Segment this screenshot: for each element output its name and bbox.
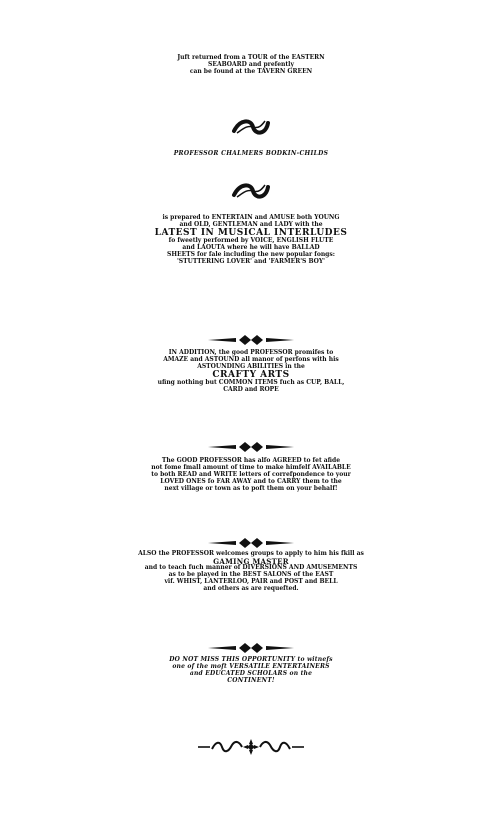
gaming-line-6: and others as are requefted. [203,584,299,592]
intro-line-3: can be found at the TAVERN GREEN [189,67,313,75]
music-line-6: SHEETS for fale including the new popular fongs: [167,251,335,258]
diamond-rule-icon [0,439,502,459]
closing-line-4: CONTINENT! [227,676,275,684]
closing-line-1: DO NOT MISS THIS OPPORTUNITY to witnefs [169,656,333,663]
crafty-line-1: IN ADDITION, the good PROFESSOR promifes to [168,349,334,356]
crafty-line-2: AMAZE and ASTOUND all manor of perfons with his [163,355,339,363]
floral-tailpiece-icon [0,737,502,761]
closing-line-2: one of the moft VERSATILE ENTERTAINERS [172,662,330,670]
crafty-line-5: ufing nothing but COMMON ITEMS fuch as CUP, BALL, [157,379,345,387]
letters-line-2: not fome fmall amount of time to make himfelf AVAILABLE [151,463,351,471]
music-line-4: fo fweetly performed by VOICE, ENGLISH FLUTE [168,237,334,245]
crafty-line-3: ASTOUNDING ABILITIES in the [197,362,305,370]
flourish-icon [0,117,502,141]
music-headline: LATEST IN MUSICAL INTERLUDES [154,227,348,238]
gaming-line-5: vif. WHIST, LANTERLOO, PAIR and POST and BELL [164,578,338,586]
intro-line-1: Juft returned from a TOUR of the EASTERN [177,54,325,61]
gaming-line-1: ALSO the PROFESSOR welcomes groups to apply to him his fkill as [138,550,364,557]
music-line-7: 'STUTTERING LOVER' and 'FARMER'S BOY' [176,257,326,265]
music-block [0,215,502,266]
closing-block [0,657,502,685]
letters-line-3: to both READ and WRITE letters of correfpondence to your [151,470,351,478]
gaming-line-4: as to be played in the BEST SALONS of the EAST [168,571,334,579]
music-line-5: and LAOUTA where he will have BALLAD [182,244,320,252]
flourish-icon [0,181,502,205]
closing-line-3: and EDUCATED SCHOLARS on the [189,669,313,677]
professor-name-text: PROFESSOR CHALMERS BODKIN-CHILDS [173,150,329,157]
professor-name [0,151,502,158]
gaming-line-3: and to teach fuch manner of DIVERSIONS AND AMUSEMENTS [144,564,358,572]
letters-line-1: The GOOD PROFESSOR has alfo AGREED to fet afide [161,457,341,464]
letters-line-4: LOVED ONES fo FAR AWAY and to CARRY them to the [160,477,342,485]
music-line-1: is prepared to ENTERTAIN and AMUSE both YOUNG [162,214,340,221]
music-line-2: and OLD, GENTLEMAN and LADY with the [179,220,323,228]
intro-block [0,55,502,76]
crafty-block [0,350,502,394]
letters-line-5: next village or town as to poft them on your behalf! [164,484,338,492]
crafty-headline: CRAFTY ARTS [212,369,290,380]
intro-line-2: SEABOARD and prefently [208,60,294,68]
letters-block [0,458,502,492]
crafty-line-6: CARD and ROPE [223,386,279,393]
gaming-headline: GAMING MASTER [213,556,289,566]
gaming-block [0,551,502,593]
